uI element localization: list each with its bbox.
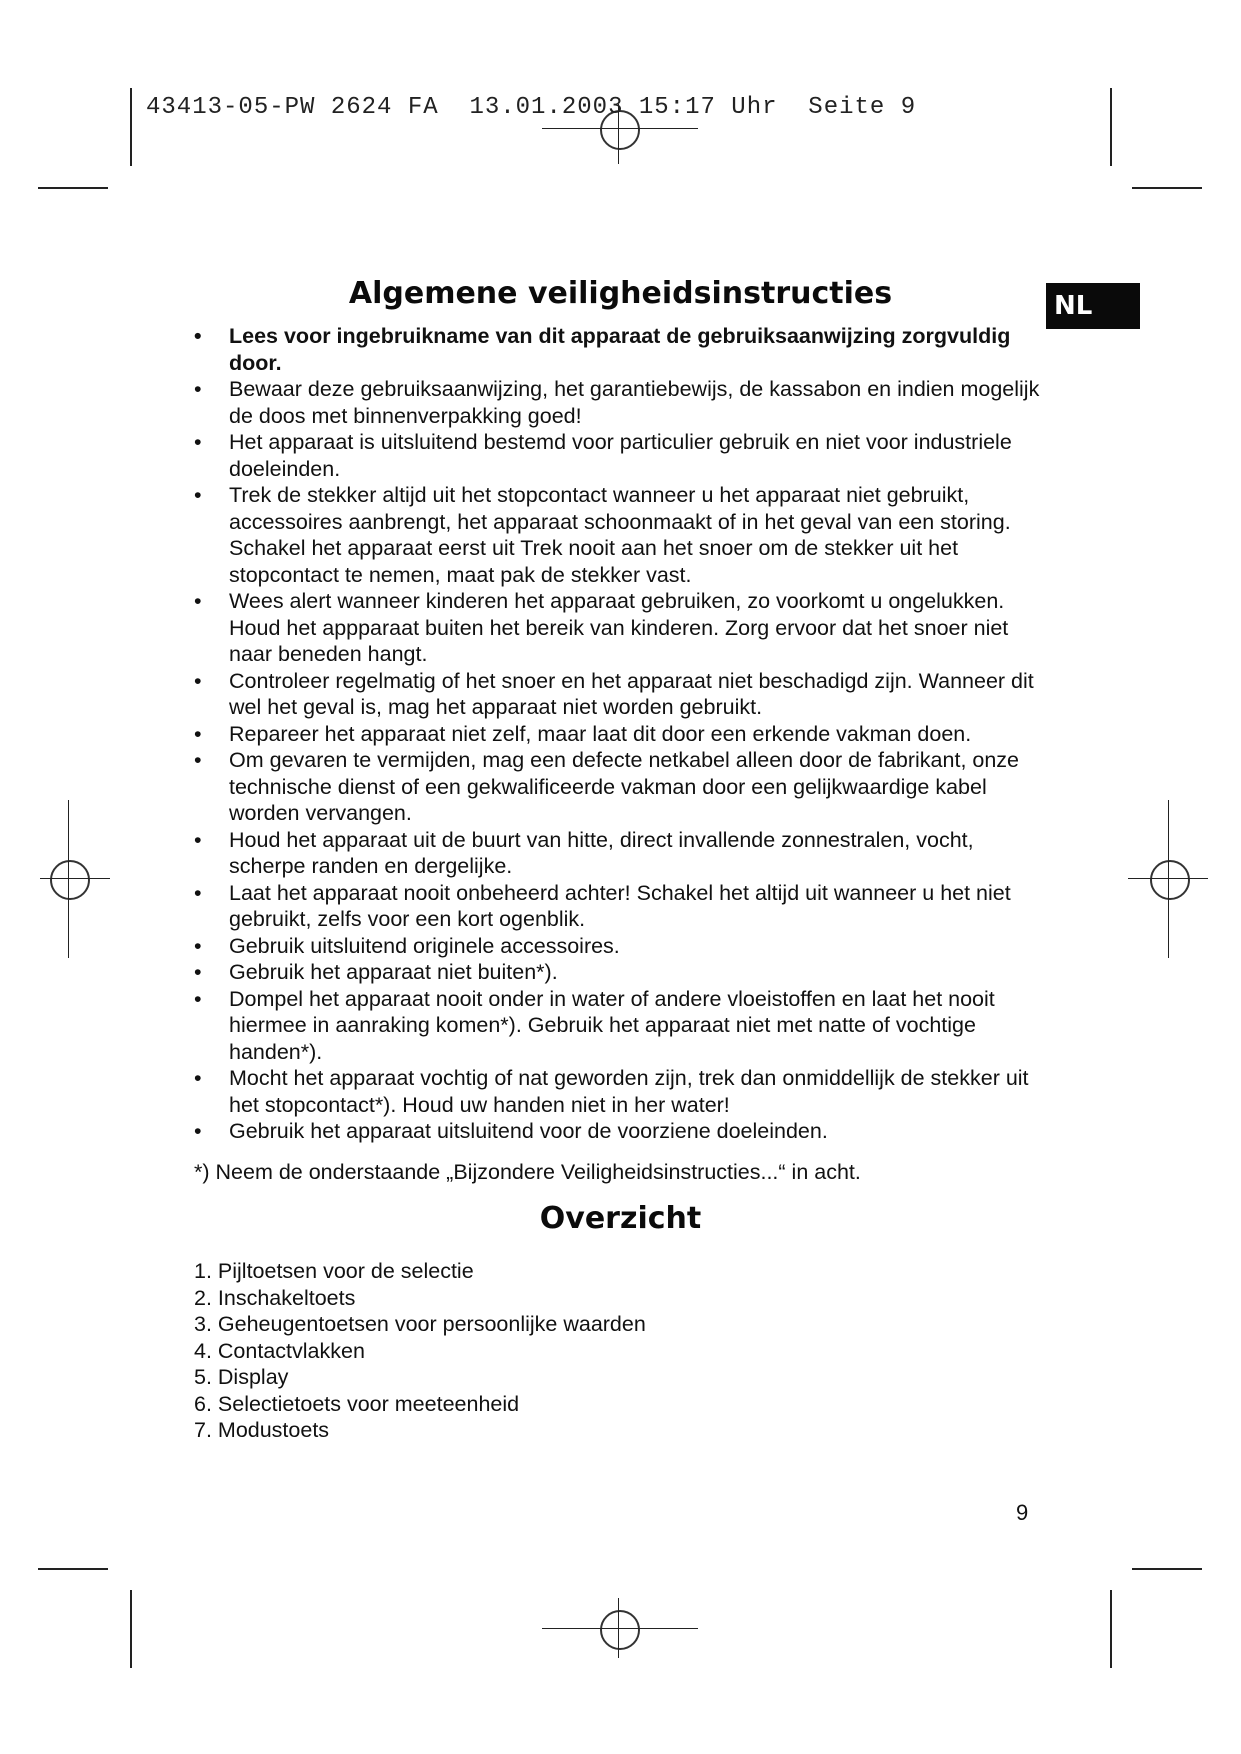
safety-item: • Het apparaat is uitsluitend bestemd voor particulier gebruik en niet voor industriele doeleinden. [194, 429, 1054, 482]
safety-item: • Gebruik uitsluitend originele accessoires. [194, 933, 1054, 960]
safety-title: Algemene veiligheidsinstructies [348, 276, 893, 311]
crop-mark [1132, 1568, 1202, 1570]
crop-mark [1110, 88, 1112, 166]
overview-title: Overzicht [539, 1201, 702, 1236]
safety-item: • Bewaar deze gebruiksaanwijzing, het garantiebewijs, de kassabon en indien mogelijk de doos met binnenverpakking goed! [194, 376, 1054, 429]
crop-mark [38, 187, 108, 189]
overview-item: 5. Display [194, 1365, 289, 1389]
overview-item: 6. Selectietoets voor meeteenheid [194, 1391, 520, 1416]
safety-item: • Mocht het apparaat vochtig of nat geworden zijn, trek dan onmiddellijk de stekker uit het stopcontact*). Houd uw handen niet in her water! [194, 1065, 1054, 1118]
footnote: *) Neem de onderstaande „Bijzondere Veiligheidsinstructies...“ in acht. [194, 1160, 861, 1184]
safety-item: • Repareer het apparaat niet zelf, maar laat dit door een erkende vakman doen. [194, 721, 1054, 748]
crop-mark [38, 1568, 108, 1570]
safety-item: • Controleer regelmatig of het snoer en het apparaat niet beschadigd zijn. Wanneer dit wel het geval is, mag het apparaat niet worden gebruikt. [194, 668, 1054, 721]
safety-item: • Trek de stekker altijd uit het stopcontact wanneer u het apparaat niet gebruikt, accessoires aanbrengt, het apparaat schoonmaakt of in het geval van een storing. Schakel het apparaat eerst uit Trek nooit aan het snoer om de stekker uit het stopcontact te nemen, maat pak de stekker vast. [194, 482, 1054, 588]
language-badge: NL [1046, 283, 1140, 329]
overview-item: 4. Contactvlakken [194, 1338, 365, 1363]
safety-item: • Lees voor ingebruikname van dit apparaat de gebruiksaanwijzing zorgvuldig door. [194, 323, 1054, 376]
overview-list [194, 1258, 646, 1444]
overview-item: 3. Geheugentoetsen voor persoonlijke waarden [194, 1312, 646, 1336]
safety-item: • Laat het apparaat nooit onbeheerd achter! Schakel het altijd uit wanneer u het niet gebruikt, zelfs voor een kort ogenblik. [194, 880, 1054, 933]
safety-list [194, 323, 1054, 1145]
print-slug-line: 43413-05-PW 2624 FA 13.01.2003 15:17 Uhr Seite 9 [146, 94, 917, 121]
registration-mark-bottom [598, 1608, 642, 1652]
overview-item: 7. Modustoets [194, 1418, 330, 1442]
overview-item: 1. Pijltoetsen voor de selectie [194, 1259, 474, 1283]
crop-mark [1132, 187, 1202, 189]
page-number: 9 [1016, 1500, 1029, 1525]
registration-mark-right [1148, 858, 1192, 902]
safety-body [194, 323, 1054, 1145]
safety-item: • Gebruik het apparaat niet buiten*). [194, 959, 1054, 986]
crop-mark [130, 1590, 132, 1668]
safety-item: • Dompel het apparaat nooit onder in water of andere vloeistoffen en laat het nooit hiermee in aanraking komen*). Gebruik het apparaat niet met natte of vochtige handen*). [194, 986, 1054, 1066]
crop-mark [1110, 1590, 1112, 1668]
registration-mark-left [48, 858, 92, 902]
safety-item: • Wees alert wanneer kinderen het apparaat gebruiken, zo voorkomt u ongelukken. Houd het appparaat buiten het bereik van kinderen. Zorg ervoor dat het snoer niet naar beneden hangt. [194, 588, 1054, 668]
overview-item: 2. Inschakeltoets [194, 1285, 356, 1310]
safety-item: • Houd het apparaat uit de buurt van hitte, direct invallende zonnestralen, vocht, scherpe randen en dergelijke. [194, 827, 1054, 880]
crop-mark [130, 88, 132, 166]
safety-item: • Om gevaren te vermijden, mag een defecte netkabel alleen door de fabrikant, onze technische dienst of een gekwalificeerde vakman door een gelijkwaardige kabel worden vervangen. [194, 747, 1054, 827]
safety-item: • Gebruik het apparaat uitsluitend voor de voorziene doeleinden. [194, 1118, 1054, 1145]
